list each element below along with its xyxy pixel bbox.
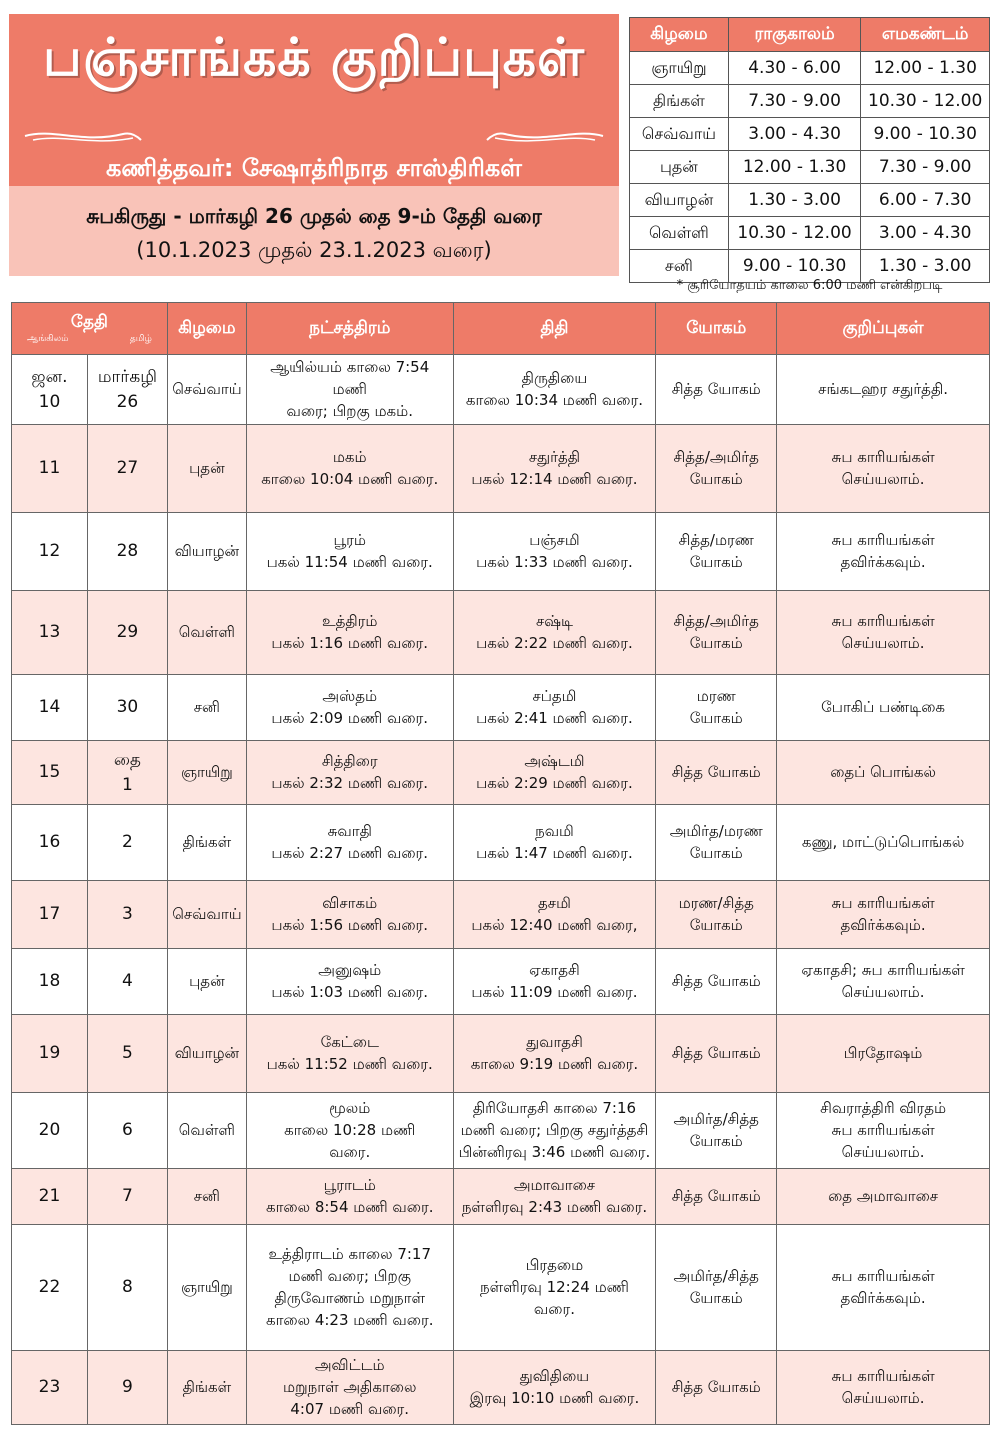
cell-date-tamil: 5 bbox=[87, 1015, 167, 1093]
cell-day: திங்கள் bbox=[167, 805, 246, 881]
cell-date-english: 17 bbox=[12, 881, 88, 949]
timings-row bbox=[630, 85, 990, 118]
timings-yama: 1.30 - 3.00 bbox=[861, 250, 990, 283]
cell-date-english: 15 bbox=[12, 741, 88, 805]
table-row bbox=[12, 355, 990, 425]
timings-day: வியாழன் bbox=[630, 184, 729, 217]
cell-day: செவ்வாய் bbox=[167, 355, 246, 425]
cell-yogam: சித்த/அமிர்த யோகம் bbox=[656, 591, 777, 675]
timings-day: புதன் bbox=[630, 151, 729, 184]
table-row bbox=[12, 1093, 990, 1169]
cell-date-tamil: மார்கழி 26 bbox=[87, 355, 167, 425]
timings-day: செவ்வாய் bbox=[630, 118, 729, 151]
cell-day: வியாழன் bbox=[167, 1015, 246, 1093]
cell-tithi: அமாவாசை நள்ளிரவு 2:43 மணி வரை. bbox=[453, 1169, 656, 1225]
cell-tithi: சஷ்டி பகல் 2:22 மணி வரை. bbox=[453, 591, 656, 675]
cell-date-english: 13 bbox=[12, 591, 88, 675]
cell-notes: தைப் பொங்கல் bbox=[777, 741, 990, 805]
cell-star: அனுஷம் பகல் 1:03 மணி வரை. bbox=[246, 949, 453, 1015]
cell-notes: சுப காரியங்கள் தவிர்க்கவும். bbox=[777, 513, 990, 591]
cell-yogam: சித்த/மரண யோகம் bbox=[656, 513, 777, 591]
cell-date-english: 21 bbox=[12, 1169, 88, 1225]
cell-day: செவ்வாய் bbox=[167, 881, 246, 949]
cell-day: ஞாயிறு bbox=[167, 741, 246, 805]
cell-star: பூராடம் காலை 8:54 மணி வரை. bbox=[246, 1169, 453, 1225]
cell-day: சனி bbox=[167, 1169, 246, 1225]
header-box bbox=[9, 14, 619, 276]
cell-tithi: தசமி பகல் 12:40 மணி வரை, bbox=[453, 881, 656, 949]
cell-notes: கணு, மாட்டுப்பொங்கல் bbox=[777, 805, 990, 881]
timings-yama: 6.00 - 7.30 bbox=[861, 184, 990, 217]
cell-day: வெள்ளி bbox=[167, 1093, 246, 1169]
cell-day: புதன் bbox=[167, 425, 246, 513]
cell-star: சித்திரை பகல் 2:32 மணி வரை. bbox=[246, 741, 453, 805]
cell-date-tamil: 27 bbox=[87, 425, 167, 513]
cell-date-english: 11 bbox=[12, 425, 88, 513]
table-row bbox=[12, 1015, 990, 1093]
cell-star: சுவாதி பகல் 2:27 மணி வரை. bbox=[246, 805, 453, 881]
cell-star: உத்திரம் பகல் 1:16 மணி வரை. bbox=[246, 591, 453, 675]
timings-row bbox=[630, 217, 990, 250]
cell-date-english: 18 bbox=[12, 949, 88, 1015]
cell-star: விசாகம் பகல் 1:56 மணி வரை. bbox=[246, 881, 453, 949]
timings-rahu: 3.00 - 4.30 bbox=[728, 118, 861, 151]
cell-yogam: மரண/சித்த யோகம் bbox=[656, 881, 777, 949]
header-star: நட்சத்திரம் bbox=[246, 303, 453, 355]
cell-notes: பிரதோஷம் bbox=[777, 1015, 990, 1093]
cell-date-english: 14 bbox=[12, 675, 88, 741]
timings-yama: 7.30 - 9.00 bbox=[861, 151, 990, 184]
timings-row bbox=[630, 52, 990, 85]
cell-notes: போகிப் பண்டிகை bbox=[777, 675, 990, 741]
table-row bbox=[12, 425, 990, 513]
cell-date-tamil: 30 bbox=[87, 675, 167, 741]
header-yogam: யோகம் bbox=[656, 303, 777, 355]
cell-yogam: மரண யோகம் bbox=[656, 675, 777, 741]
header-day: கிழமை bbox=[167, 303, 246, 355]
cell-yogam: சித்த யோகம் bbox=[656, 741, 777, 805]
table-row bbox=[12, 1169, 990, 1225]
cell-tithi: ஏகாதசி பகல் 11:09 மணி வரை. bbox=[453, 949, 656, 1015]
cell-date-tamil: 29 bbox=[87, 591, 167, 675]
cell-day: சனி bbox=[167, 675, 246, 741]
timings-yama: 9.00 - 10.30 bbox=[861, 118, 990, 151]
cell-yogam: அமிர்த/சித்த யோகம் bbox=[656, 1093, 777, 1169]
cell-tithi: பஞ்சமி பகல் 1:33 மணி வரை. bbox=[453, 513, 656, 591]
rahu-yama-table bbox=[629, 17, 990, 283]
table-row bbox=[12, 949, 990, 1015]
cell-day: வெள்ளி bbox=[167, 591, 246, 675]
cell-date-tamil: 9 bbox=[87, 1351, 167, 1425]
timings-rahu: 12.00 - 1.30 bbox=[728, 151, 861, 184]
cell-day: ஞாயிறு bbox=[167, 1225, 246, 1351]
cell-date-english: 16 bbox=[12, 805, 88, 881]
timings-row bbox=[630, 151, 990, 184]
cell-day: திங்கள் bbox=[167, 1351, 246, 1425]
cell-notes: தை அமாவாசை bbox=[777, 1169, 990, 1225]
period-line: சுபகிருது - மார்கழி 26 முதல் தை 9-ம் தேதி வரை bbox=[86, 204, 542, 228]
timings-rahu: 4.30 - 6.00 bbox=[728, 52, 861, 85]
cell-date-tamil: தை 1 bbox=[87, 741, 167, 805]
cell-star: பூரம் பகல் 11:54 மணி வரை. bbox=[246, 513, 453, 591]
cell-yogam: அமிர்த/மரண யோகம் bbox=[656, 805, 777, 881]
cell-yogam: சித்த யோகம் bbox=[656, 355, 777, 425]
cell-star: அவிட்டம் மறுநாள் அதிகாலை 4:07 மணி வரை. bbox=[246, 1351, 453, 1425]
timings-day: வெள்ளி bbox=[630, 217, 729, 250]
cell-yogam: சித்த யோகம் bbox=[656, 1015, 777, 1093]
cell-notes: சுப காரியங்கள் தவிர்க்கவும். bbox=[777, 881, 990, 949]
page-title: பஞ்சாங்கக் குறிப்புகள் bbox=[43, 28, 585, 88]
cell-tithi: சதுர்த்தி பகல் 12:14 மணி வரை. bbox=[453, 425, 656, 513]
timings-rahu: 7.30 - 9.00 bbox=[728, 85, 861, 118]
timings-header-day: கிழமை bbox=[630, 18, 729, 52]
cell-star: மூலம் காலை 10:28 மணி வரை. bbox=[246, 1093, 453, 1169]
cell-tithi: அஷ்டமி பகல் 2:29 மணி வரை. bbox=[453, 741, 656, 805]
cell-notes: சங்கடஹர சதுர்த்தி. bbox=[777, 355, 990, 425]
cell-date-tamil: 6 bbox=[87, 1093, 167, 1169]
timings-row bbox=[630, 118, 990, 151]
cell-star: உத்திராடம் காலை 7:17 மணி வரை; பிறகு திருவோணம் மறுநாள் காலை 4:23 மணி வரை. bbox=[246, 1225, 453, 1351]
timings-day: சனி bbox=[630, 250, 729, 283]
cell-date-tamil: 3 bbox=[87, 881, 167, 949]
cell-notes: ஏகாதசி; சுப காரியங்கள் செய்யலாம். bbox=[777, 949, 990, 1015]
sunrise-note: * சூரியோதயம் காலை 6:00 மணி என்கிறபடி bbox=[676, 278, 943, 293]
cell-star: ஆயில்யம் காலை 7:54 மணி வரை; பிறகு மகம். bbox=[246, 355, 453, 425]
timings-rahu: 1.30 - 3.00 bbox=[728, 184, 861, 217]
cell-date-english: 20 bbox=[12, 1093, 88, 1169]
cell-day: புதன் bbox=[167, 949, 246, 1015]
header-date-tamil: தமிழ் bbox=[129, 334, 152, 344]
cell-tithi: சப்தமி பகல் 2:41 மணி வரை. bbox=[453, 675, 656, 741]
cell-notes: சுப காரியங்கள் செய்யலாம். bbox=[777, 425, 990, 513]
date-range: (10.1.2023 முதல் 23.1.2023 வரை) bbox=[136, 238, 492, 262]
table-row bbox=[12, 805, 990, 881]
header-date-english: ஆங்கிலம் bbox=[27, 334, 69, 344]
cell-yogam: சித்த யோகம் bbox=[656, 949, 777, 1015]
timings-header-yama: எமகண்டம் bbox=[861, 18, 990, 52]
flourish-right-icon bbox=[485, 124, 605, 148]
timings-rahu: 10.30 - 12.00 bbox=[728, 217, 861, 250]
cell-tithi: துவிதியை இரவு 10:10 மணி வரை. bbox=[453, 1351, 656, 1425]
cell-tithi: பிரதமை நள்ளிரவு 12:24 மணி வரை. bbox=[453, 1225, 656, 1351]
timings-yama: 10.30 - 12.00 bbox=[861, 85, 990, 118]
cell-yogam: சித்த யோகம் bbox=[656, 1169, 777, 1225]
flourish-left-icon bbox=[23, 124, 143, 148]
cell-date-english: 23 bbox=[12, 1351, 88, 1425]
header-date bbox=[12, 303, 168, 355]
cell-tithi: துவாதசி காலை 9:19 மணி வரை. bbox=[453, 1015, 656, 1093]
table-row bbox=[12, 675, 990, 741]
cell-date-tamil: 4 bbox=[87, 949, 167, 1015]
cell-tithi: திரியோதசி காலை 7:16 மணி வரை; பிறகு சதுர்த்தசி பின்னிரவு 3:46 மணி வரை. bbox=[453, 1093, 656, 1169]
cell-yogam: சித்த/அமிர்த யோகம் bbox=[656, 425, 777, 513]
cell-date-english: ஜன. 10 bbox=[12, 355, 88, 425]
timings-header-rahu: ராகுகாலம் bbox=[728, 18, 861, 52]
timings-row bbox=[630, 184, 990, 217]
cell-day: வியாழன் bbox=[167, 513, 246, 591]
header-notes: குறிப்புகள் bbox=[777, 303, 990, 355]
cell-notes: சுப காரியங்கள் செய்யலாம். bbox=[777, 591, 990, 675]
cell-yogam: சித்த யோகம் bbox=[656, 1351, 777, 1425]
cell-tithi: நவமி பகல் 1:47 மணி வரை. bbox=[453, 805, 656, 881]
cell-date-tamil: 28 bbox=[87, 513, 167, 591]
cell-star: அஸ்தம் பகல் 2:09 மணி வரை. bbox=[246, 675, 453, 741]
author-line: கணித்தவர்: சேஷாத்ரிநாத சாஸ்திரிகள் bbox=[106, 154, 522, 182]
cell-date-tamil: 8 bbox=[87, 1225, 167, 1351]
table-row bbox=[12, 881, 990, 949]
cell-date-english: 19 bbox=[12, 1015, 88, 1093]
header-tithi: திதி bbox=[453, 303, 656, 355]
header-date-label: தேதி bbox=[70, 312, 108, 332]
timings-day: ஞாயிறு bbox=[630, 52, 729, 85]
cell-date-tamil: 7 bbox=[87, 1169, 167, 1225]
cell-star: மகம் காலை 10:04 மணி வரை. bbox=[246, 425, 453, 513]
cell-date-english: 22 bbox=[12, 1225, 88, 1351]
timings-day: திங்கள் bbox=[630, 85, 729, 118]
timings-rahu: 9.00 - 10.30 bbox=[728, 250, 861, 283]
table-row bbox=[12, 513, 990, 591]
cell-notes: சுப காரியங்கள் செய்யலாம். bbox=[777, 1351, 990, 1425]
cell-notes: சுப காரியங்கள் தவிர்க்கவும். bbox=[777, 1225, 990, 1351]
cell-star: கேட்டை பகல் 11:52 மணி வரை. bbox=[246, 1015, 453, 1093]
cell-date-tamil: 2 bbox=[87, 805, 167, 881]
table-row bbox=[12, 741, 990, 805]
timings-yama: 3.00 - 4.30 bbox=[861, 217, 990, 250]
panchangam-table bbox=[11, 302, 990, 1425]
table-row bbox=[12, 1351, 990, 1425]
timings-yama: 12.00 - 1.30 bbox=[861, 52, 990, 85]
cell-date-english: 12 bbox=[12, 513, 88, 591]
table-row bbox=[12, 1225, 990, 1351]
cell-tithi: திருதியை காலை 10:34 மணி வரை. bbox=[453, 355, 656, 425]
cell-notes: சிவராத்திரி விரதம் சுப காரியங்கள் செய்யலாம். bbox=[777, 1093, 990, 1169]
table-row bbox=[12, 591, 990, 675]
cell-yogam: அமிர்த/சித்த யோகம் bbox=[656, 1225, 777, 1351]
